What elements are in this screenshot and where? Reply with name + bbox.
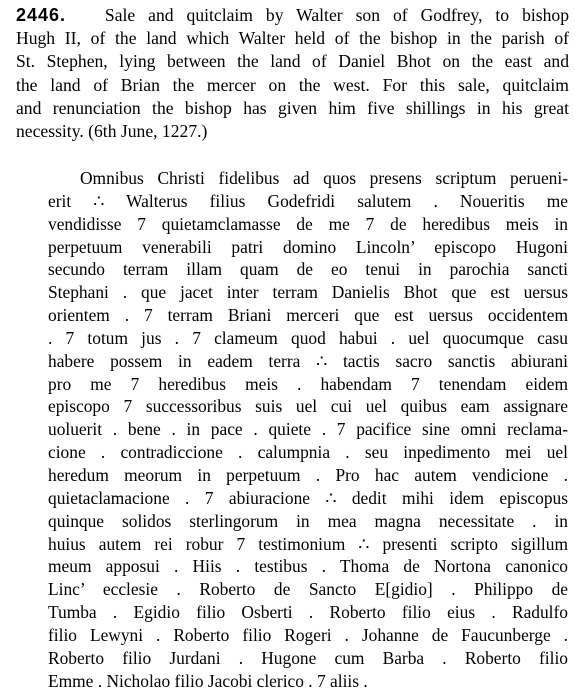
charter-line: erit ∴ Walterus filius Godefridi salutem . Noueritis me — [48, 190, 568, 211]
entry-summary — [16, 4, 569, 143]
charter-line: perpetuum venerabili patri domino Lincoln’ episcopo Hugoni — [48, 236, 568, 257]
entry-number: 2446. — [16, 5, 67, 25]
charter-line: uoluerit . bene . in pace . quiete . 7 pacifice sine omni reclama- — [48, 419, 568, 440]
charter-line: Omnibus Christi fidelibus ad quos presens scriptum perueni- — [80, 168, 568, 188]
charter-line: Stephani . que jacet inter terram Danielis Bhot que est uersus — [48, 282, 568, 303]
charter-line: episcopo 7 successoribus suis uel cui uel quibus eam assignare — [48, 396, 568, 417]
charter-line: filio Lewyni . Roberto filio Rogeri . Johanne de Faucunberge . — [48, 624, 568, 645]
charter-line: Linc’ ecclesie . Roberto de Sancto E[gidio] . Philippo de — [48, 579, 568, 600]
charter-line: meum apposui . Hiis . testibus . Thoma de Nortona canonico — [48, 556, 568, 577]
charter-line: secundo terram illam quam de eo tenui in parochia sancti — [48, 259, 568, 280]
charter-line: huius autem rei robur 7 testimonium ∴ presenti scripto sigillum — [48, 533, 568, 554]
summary-text: Sale and quitclaim by Walter son of Godfrey, to bishop — [104, 5, 569, 25]
charter-text — [48, 167, 568, 692]
charter-line: cione . contradiccione . calumpnia . seu inpedimento mei uel — [48, 442, 568, 463]
charter-line: . 7 totum jus . 7 clameum quod habui . uel quocumque casu — [48, 327, 568, 348]
charter-line: habere possem in eadem terra ∴ tactis sacro sanctis abiurani — [48, 350, 568, 371]
charter-line: orientem . 7 terram Briani merceri que est uersus occidentem — [48, 305, 568, 326]
summary-line: Hugh II, of the land which Walter held of the bishop in the parish of — [16, 28, 569, 49]
summary-line: St. Stephen, lying between the land of Daniel Bhot on the east and — [16, 51, 569, 72]
charter-line: pro me 7 heredibus meis . habendam 7 tenendam eidem — [48, 373, 568, 394]
charter-line: quinque solidos sterlingorum in mea magna necessitate . in — [48, 510, 568, 531]
charter-line: vendidisse 7 quietamclamasse de me 7 de heredibus meis in — [48, 213, 568, 234]
charter-line: heredum meorum in perpetuum . Pro hac autem vendicione . — [48, 464, 568, 485]
charter-line: Emme . Nicholao filio Jacobi clerico . 7 aliis . — [48, 670, 368, 691]
summary-line: and renunciation the bishop has given him five shillings in his great — [16, 97, 569, 118]
charter-line: quietaclamacione . 7 abiuracione ∴ dedit mihi idem episcopus — [48, 487, 568, 508]
charter-line: Roberto filio Jurdani . Hugone cum Barba . Roberto filio — [48, 647, 568, 668]
summary-line: necessity. (6th June, 1227.) — [16, 120, 208, 141]
summary-line: the land of Brian the mercer on the west. For this sale, quitclaim — [16, 74, 569, 95]
summary-line — [16, 4, 569, 27]
charter-line: Tumba . Egidio filio Osberti . Roberto filio eius . Radulfo — [48, 602, 568, 623]
